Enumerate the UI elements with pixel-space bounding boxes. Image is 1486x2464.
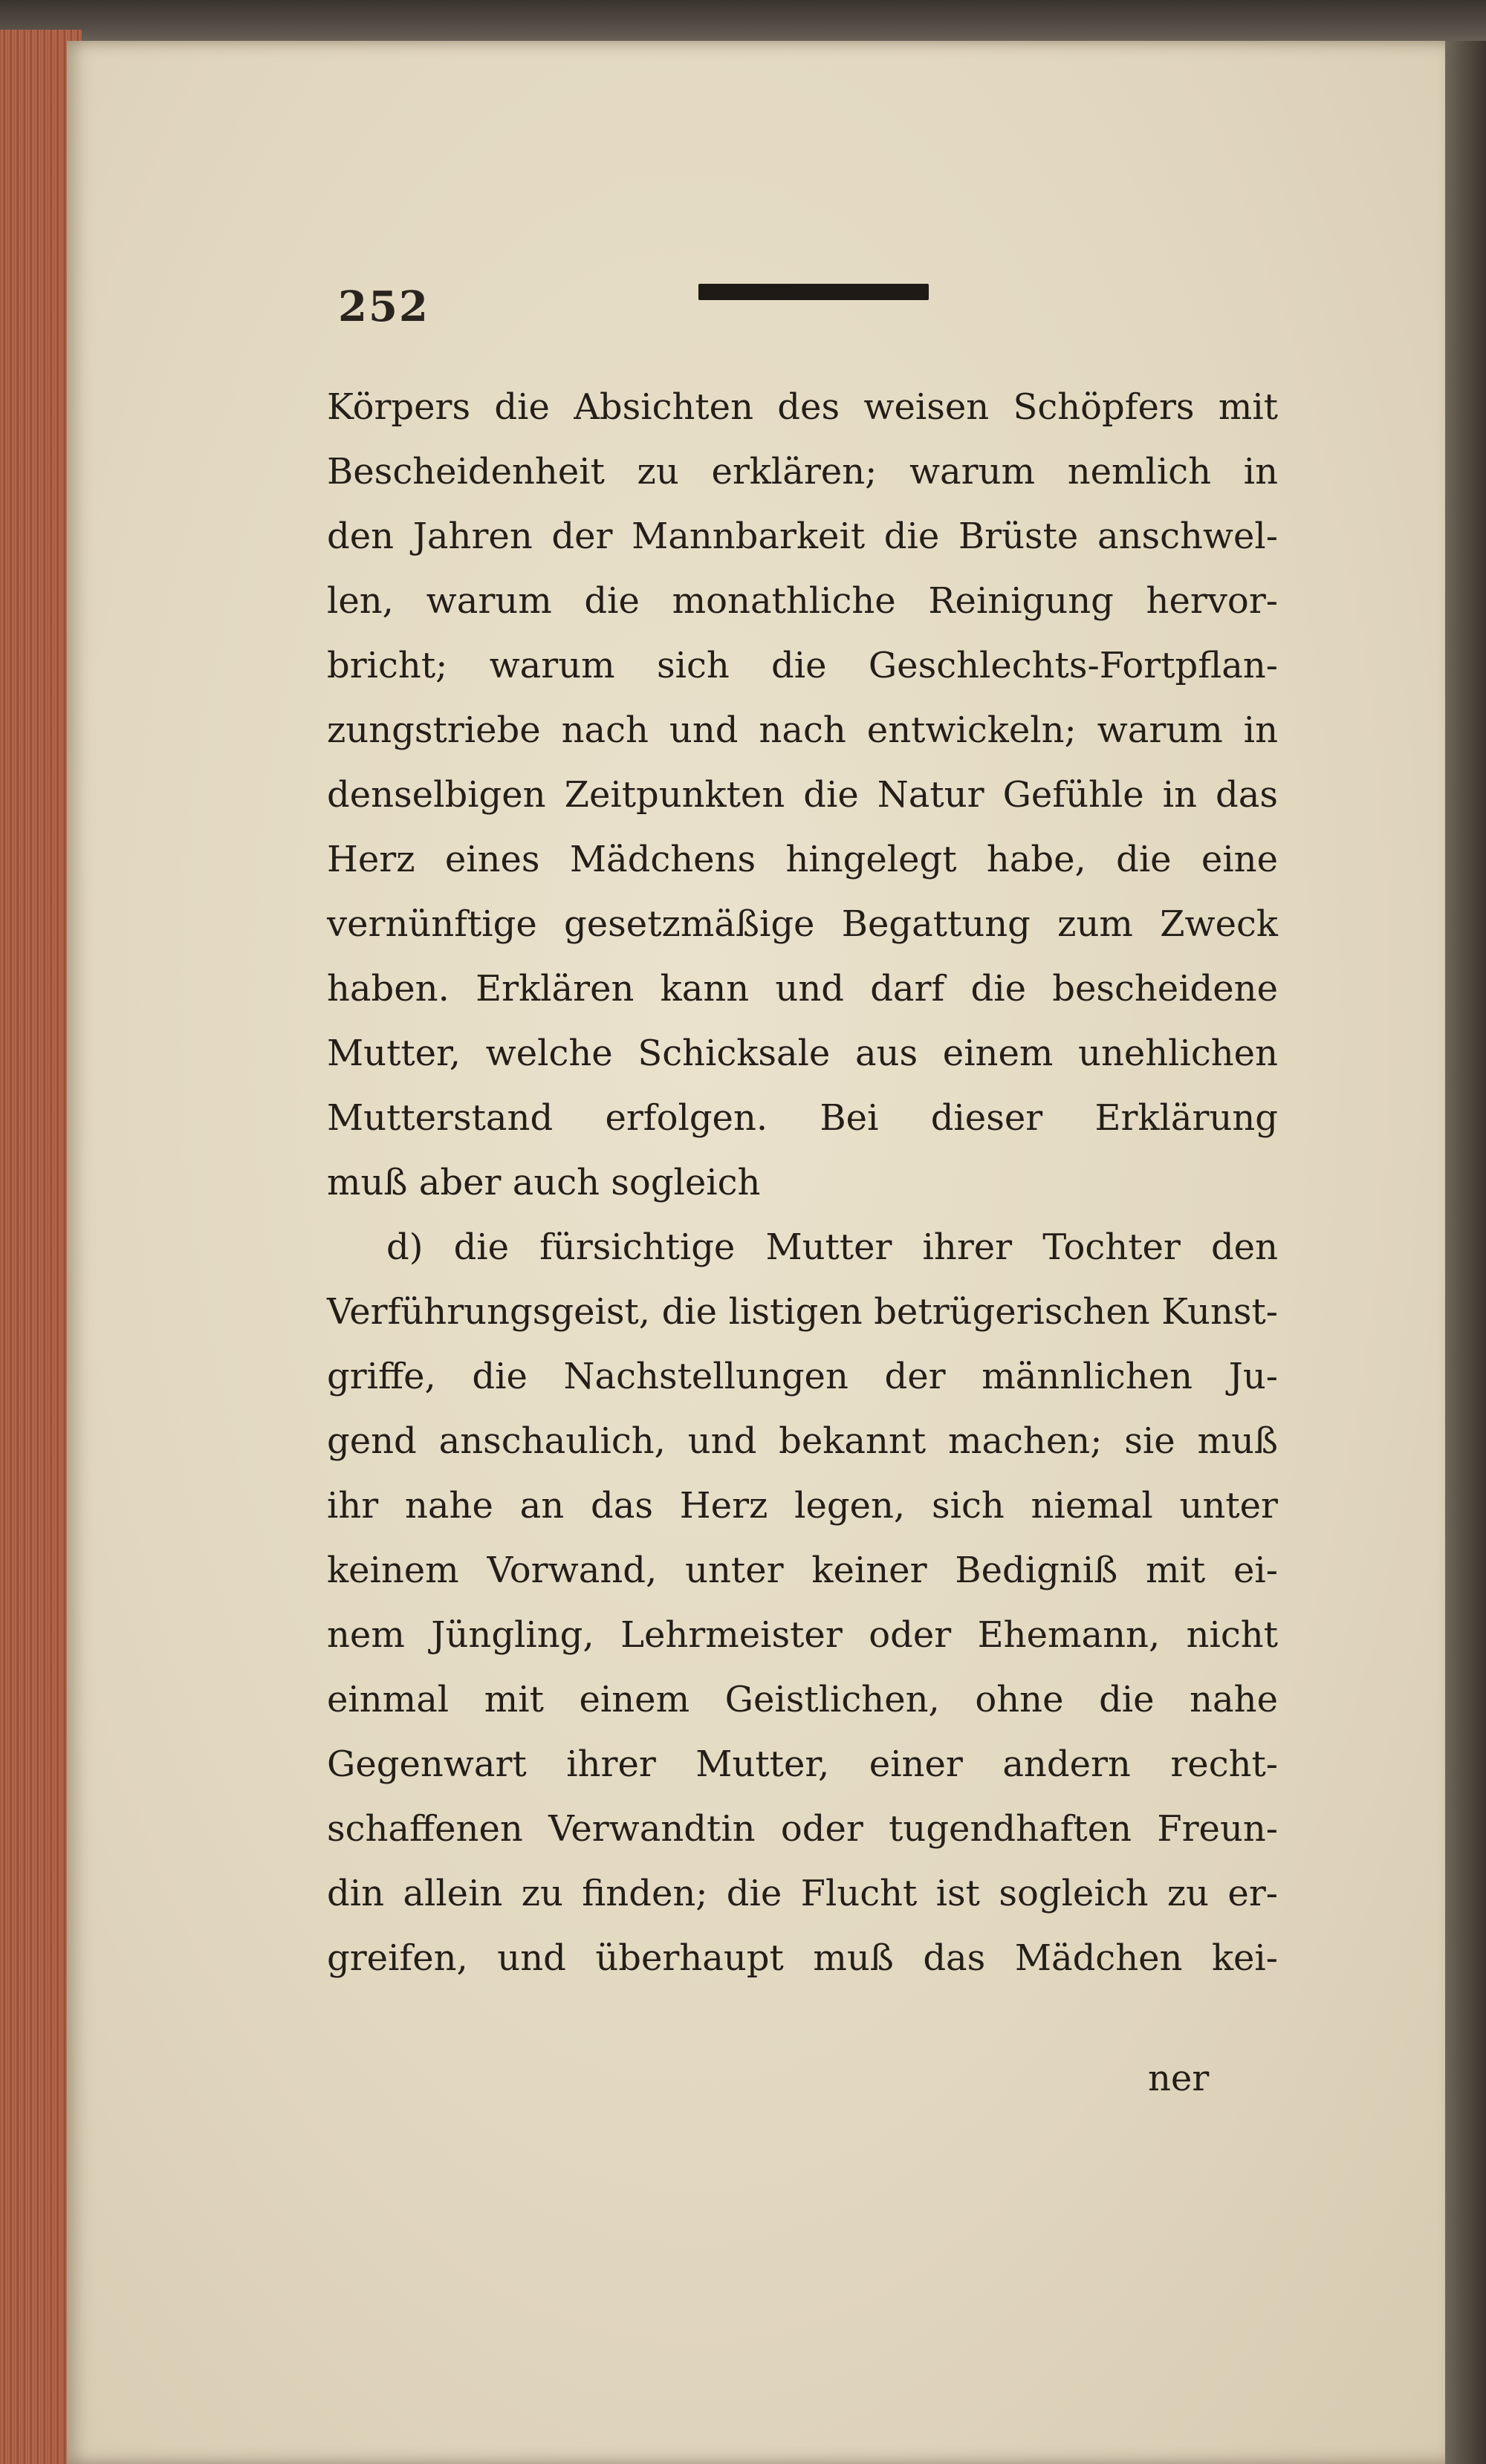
top-edge bbox=[0, 0, 1486, 45]
text-line: din allein zu finden; die Flucht ist sogleich zu er- bbox=[327, 1873, 1278, 1914]
text-line: zungstriebe nach und nach entwickeln; warum in bbox=[327, 709, 1278, 751]
text-line: gend anschaulich, und bekannt machen; sie muß bbox=[327, 1420, 1278, 1462]
text-line: Körpers die Absichten des weisen Schöpfers mit bbox=[327, 386, 1278, 428]
text-line: vernünftige gesetzmäßige Begattung zum Zweck bbox=[327, 903, 1278, 945]
text-line: nem Jüngling, Lehrmeister oder Ehemann, nicht bbox=[327, 1614, 1278, 1656]
text-line: d) die fürsichtige Mutter ihrer Tochter den bbox=[386, 1226, 1278, 1268]
text-line: einmal mit einem Geistlichen, ohne die nahe bbox=[327, 1679, 1278, 1720]
body-text bbox=[327, 375, 1278, 1991]
text-line: haben. Erklären kann und darf die bescheidene bbox=[327, 968, 1278, 1010]
text-line: len, warum die monathliche Reinigung hervor- bbox=[327, 580, 1278, 622]
right-binding-shadow bbox=[1445, 41, 1486, 2464]
text-line: Herz eines Mädchens hingelegt habe, die eine bbox=[327, 839, 1278, 880]
text-line: Bescheidenheit zu erklären; warum nemlich in bbox=[327, 451, 1278, 493]
text-line: keinem Vorwand, unter keiner Bedigniß mit ei- bbox=[327, 1550, 1278, 1591]
text-line: griffe, die Nachstellungen der männlichen Ju- bbox=[327, 1356, 1278, 1397]
text-line: ihr nahe an das Herz legen, sich niemal unter bbox=[327, 1485, 1278, 1527]
text-line: schaffenen Verwandtin oder tugendhaften Freun- bbox=[327, 1808, 1278, 1850]
catchword: ner bbox=[1148, 2058, 1210, 2099]
text-line: muß aber auch sogleich bbox=[327, 1162, 761, 1203]
page-number: 252 bbox=[338, 282, 429, 331]
text-line: den Jahren der Mannbarkeit die Brüste anschwel- bbox=[327, 516, 1278, 557]
text-line: Verführungsgeist, die listigen betrügerischen Kunst- bbox=[327, 1291, 1278, 1333]
text-line: Gegenwart ihrer Mutter, einer andern recht- bbox=[327, 1743, 1278, 1785]
text-line: Mutterstand erfolgen. Bei dieser Erklärung bbox=[327, 1097, 1278, 1139]
text-line: Mutter, welche Schicksale aus einem unehlichen bbox=[327, 1033, 1278, 1074]
text-line: denselbigen Zeitpunkten die Natur Gefühle in das bbox=[327, 774, 1278, 816]
text-line: bricht; warum sich die Geschlechts-Fortpflan- bbox=[327, 645, 1278, 686]
text-line: greifen, und überhaupt muß das Mädchen kei- bbox=[327, 1937, 1278, 1979]
header-rule bbox=[698, 284, 929, 300]
